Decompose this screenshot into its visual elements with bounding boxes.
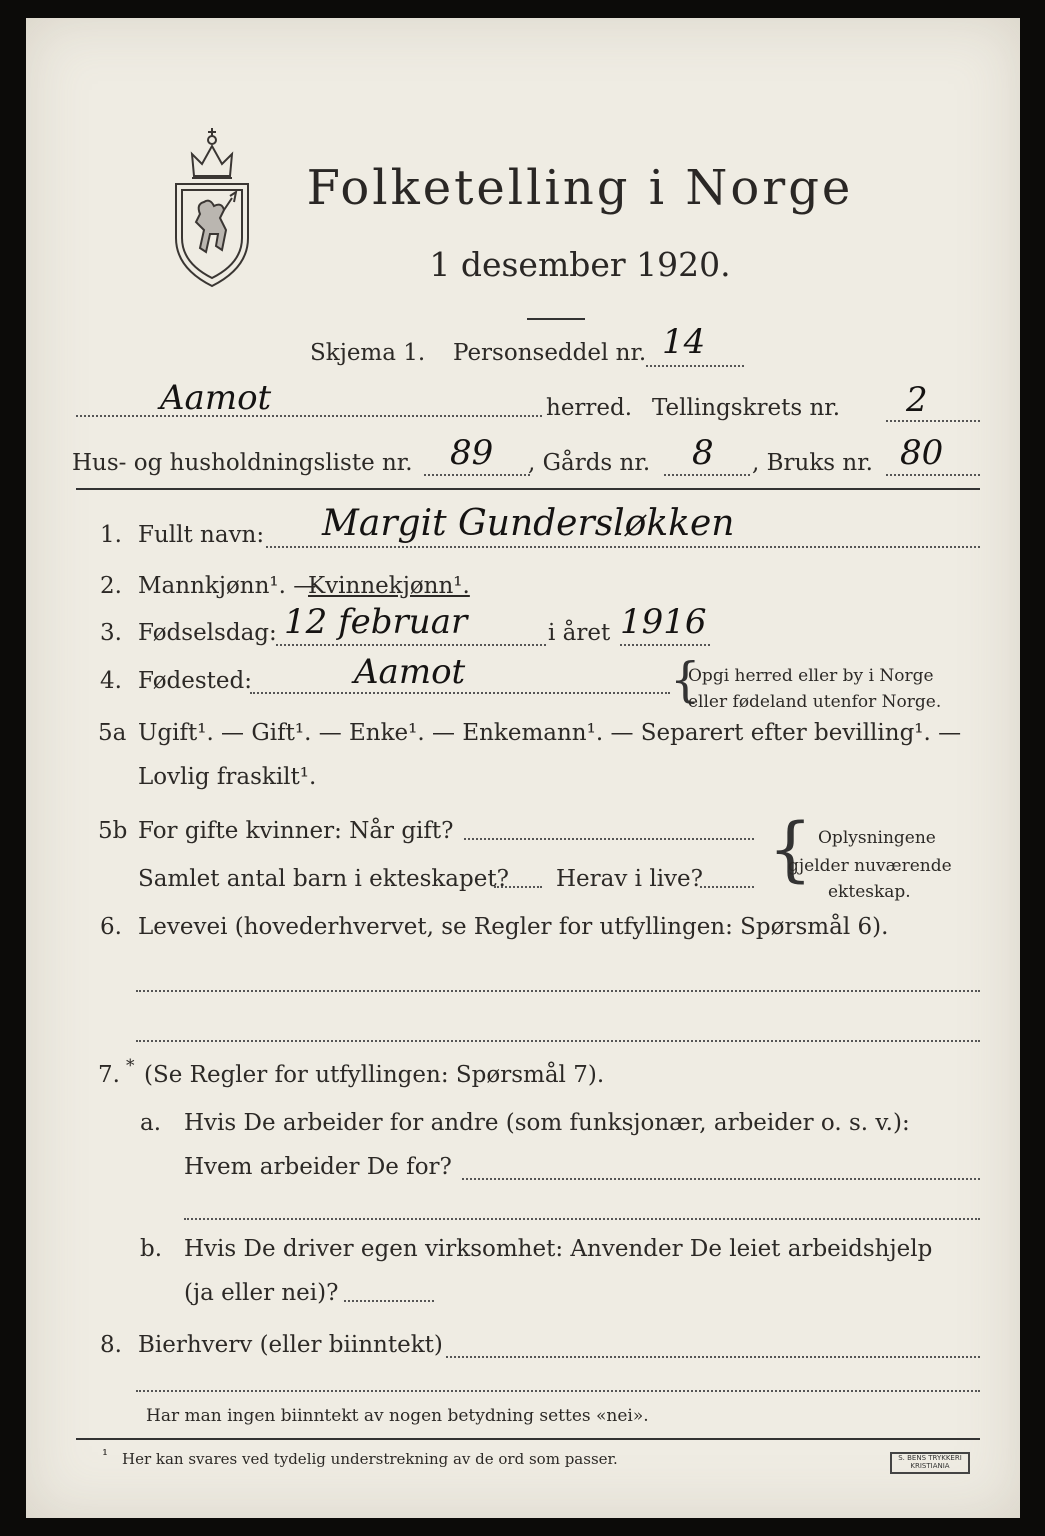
sex-male-option[interactable]: Mannkjønn¹. — [138, 573, 317, 599]
q7-number: 7. [98, 1062, 120, 1088]
secondary-income-note: Har man ingen biinntekt av nogen betydning settes «nei». [146, 1406, 649, 1426]
occupation-line-2[interactable] [136, 1040, 980, 1042]
sex-female-option[interactable]: Kvinnekjønn¹. [308, 573, 470, 599]
tellingskrets-line [886, 420, 980, 422]
husholdningsliste-label: Hus- og husholdningsliste nr. [72, 450, 413, 476]
birthplace-note-line2: eller fødeland utenfor Norge. [688, 692, 942, 712]
husholdningsliste-value[interactable]: 89 [450, 433, 494, 473]
gards-line [664, 474, 750, 476]
secondary-income-label: Bierhverv (eller biinntekt) [138, 1332, 443, 1358]
birth-year-line [620, 644, 710, 646]
herred-label: herred. [546, 395, 633, 421]
title-divider [527, 318, 585, 320]
hired-help-line[interactable] [344, 1300, 434, 1302]
bruks-line [886, 474, 980, 476]
tellingskrets-value[interactable]: 2 [906, 380, 928, 420]
employer-line-2[interactable] [184, 1218, 980, 1220]
q4-number: 4. [100, 668, 122, 694]
q1-number: 1. [100, 522, 122, 548]
full-name-value[interactable]: Margit Gundersløkken [322, 503, 735, 544]
q7-label: (Se Regler for utfyllingen: Spørsmål 7). [144, 1062, 605, 1088]
q7b-letter: b. [140, 1236, 163, 1262]
norwegian-coat-of-arms-icon [166, 118, 258, 293]
bruks-label: , Bruks nr. [752, 450, 873, 476]
form-title: Folketelling i Norge [306, 160, 854, 216]
printer-stamp: S. BENS TRYKKERI KRISTIANIA [890, 1452, 970, 1474]
q5a-number: 5a [98, 720, 127, 746]
children-total-line[interactable] [494, 886, 542, 888]
gards-value[interactable]: 8 [692, 433, 714, 473]
hired-help-label: (ja eller nei)? [184, 1280, 339, 1306]
q7b-question: Hvis De driver egen virksomhet: Anvender De leiet arbeidshjelp [184, 1236, 933, 1262]
marital-status-options[interactable]: Ugift¹. — Gift¹. — Enke¹. — Enkemann¹. — Separert efter bevilling¹. — [138, 720, 962, 746]
marriage-date-line[interactable] [464, 838, 754, 840]
personseddel-label: Personseddel nr. [453, 340, 647, 366]
birthplace-note-line1: Opgi herred eller by i Norge [688, 666, 934, 686]
footer-separator [76, 1438, 980, 1440]
q3-number: 3. [100, 620, 122, 646]
birth-year-value[interactable]: 1916 [620, 602, 707, 642]
children-alive-label: Herav i live? [556, 866, 703, 892]
marriage-note-line1: Oplysningene [818, 828, 936, 848]
q4-label: Fødested: [138, 668, 253, 694]
children-total-label: Samlet antal barn i ekteskapet? [138, 866, 509, 892]
herred-line [76, 415, 542, 417]
full-name-line [266, 546, 980, 548]
footnote-text: Her kan svares ved tydelig understrekning av de ord som passer. [122, 1450, 618, 1468]
occupation-line-1[interactable] [136, 990, 980, 992]
q2-number: 2. [100, 573, 122, 599]
birth-year-label: i året [548, 620, 611, 646]
birthplace-value[interactable]: Aamot [354, 652, 466, 692]
personseddel-value[interactable]: 14 [662, 322, 706, 362]
employer-line-1[interactable] [462, 1178, 980, 1180]
gards-label: , Gårds nr. [528, 450, 651, 476]
tellingskrets-label: Tellingskrets nr. [652, 395, 841, 421]
q6-number: 6. [100, 914, 122, 940]
q5b-number: 5b [98, 818, 128, 844]
marriage-note-line3: ekteskap. [828, 882, 911, 902]
q3-label: Fødselsdag: [138, 620, 277, 646]
birth-day-value[interactable]: 12 februar [284, 602, 468, 642]
secondary-income-line-1[interactable] [446, 1356, 980, 1358]
q8-number: 8. [100, 1332, 122, 1358]
birthplace-note-brace: { [670, 652, 701, 708]
bruks-value[interactable]: 80 [900, 433, 944, 473]
q1-label: Fullt navn: [138, 522, 265, 548]
q7-mark: * [126, 1056, 135, 1076]
employer-label: Hvem arbeider De for? [184, 1154, 452, 1180]
q7a-letter: a. [140, 1110, 162, 1136]
birthplace-line [250, 692, 670, 694]
skjema-label: Skjema 1. [310, 340, 426, 366]
herred-value[interactable]: Aamot [160, 378, 272, 418]
marital-status-divorced-option[interactable]: Lovlig fraskilt¹. [138, 764, 317, 790]
occupation-label: Levevei (hovederhvervet, se Regler for utfyllingen: Spørsmål 6). [138, 914, 889, 940]
secondary-income-line-2[interactable] [136, 1390, 980, 1392]
marriage-note-line2: gjelder nuværende [788, 856, 952, 876]
husholdningsliste-line [424, 474, 530, 476]
marriage-date-label: For gifte kvinner: Når gift? [138, 818, 454, 844]
marriage-note-brace: { [768, 808, 813, 890]
personseddel-line [646, 365, 744, 367]
children-alive-line[interactable] [700, 886, 754, 888]
footnote-mark: ¹ [102, 1446, 109, 1464]
q7a-question: Hvis De arbeider for andre (som funksjonær, arbeider o. s. v.): [184, 1110, 910, 1136]
header-separator [76, 488, 980, 490]
birth-day-line [276, 644, 546, 646]
form-date: 1 desember 1920. [429, 245, 731, 284]
